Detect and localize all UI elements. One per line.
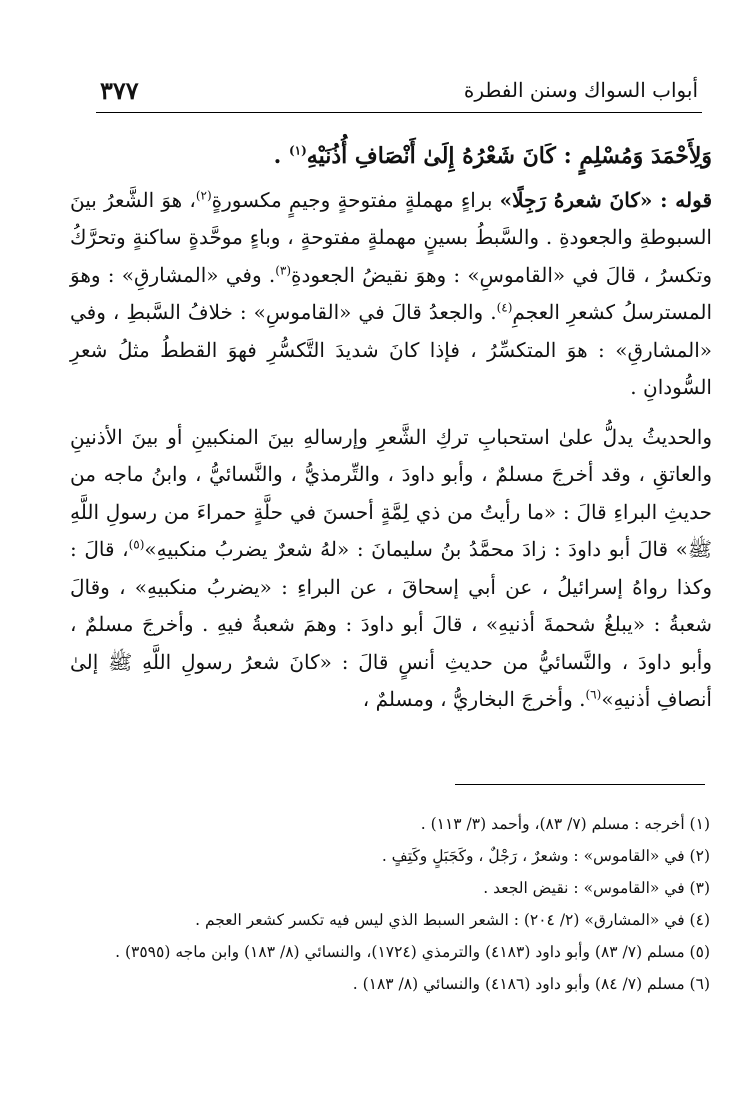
footnote-ref: (٦) xyxy=(585,687,602,702)
footnote-ref: (٣) xyxy=(275,262,292,277)
running-head: أبواب السواك وسنن الفطرة xyxy=(463,78,698,102)
footnote: (٢) في «القاموس» : وشعرٌ ، رَجْلٌ ، وكَجَبَلٍ وكَتِفٍ . xyxy=(381,847,710,865)
paragraph-text: ، قالَ : وكذا رواهُ إسرائيلُ ، عن أبي إسحاقَ ، عن البراءِ : «يضربُ منكبيهِ» ، وقالَ شعبةُ : «يبلغُ شحمةَ أذنيهِ» ، قالَ أبو داودَ : وهمَ شعبةُ فيهِ . وأخرجَ مسلمٌ ، وأبو داودَ ، والنَّسائيُّ من حديثِ أنسٍ قالَ : «كانَ شعرُ رسولِ اللَّهِ ﷺ إلىٰ أنصافِ أذنيهِ» xyxy=(70,537,712,711)
footnote-ref: (٤) xyxy=(496,300,513,315)
footnote-ref: (٢) xyxy=(195,187,212,202)
main-text xyxy=(70,138,712,731)
page-number: ٣٧٧ xyxy=(100,76,139,105)
footnote: (٦) مسلم (٧/ ٨٤) وأبو داود (٤١٨٦) والنسائي (٨/ ١٨٣) . xyxy=(352,975,710,993)
paragraph-text: والحديثُ يدلُّ علىٰ استحبابِ تركِ الشَّعرِ وإرسالهِ بينَ المنكبينِ أو بينَ الأذنينِ والعاتقِ ، وقد أخرجَ مسلمٌ ، وأبو داودَ ، والتِّرمذيُّ ، والنَّسائيُّ ، وابنُ ماجه من حديثِ البراءِ قالَ : «ما رأيتُ من ذي لِمَّةٍ أحسنَ في حلَّةٍ حمراءَ من رسولِ اللَّهِ ﷺ» قالَ أبو داودَ : زادَ محمَّدُ بنُ سليمانَ : «لهُ شعرٌ يضربُ منكبيهِ» xyxy=(70,424,713,561)
lemma: قوله : «كانَ شعرهُ رَجِلًا» xyxy=(499,187,713,212)
footnotes xyxy=(70,808,710,1000)
footnote-divider xyxy=(455,784,705,785)
footnote: (٣) في «القاموس» : نقيض الجعد . xyxy=(483,879,710,897)
hadith-end: . xyxy=(273,143,289,169)
hadith-text xyxy=(70,138,712,176)
paragraph-text: براءٍ مهملةٍ مفتوحةٍ وجيمٍ مكسورةٍ xyxy=(211,187,500,212)
paragraph-text: ، هوَ الشَّعرُ بينَ السبوطةِ والجعودةِ . والسَّبطُ بسينٍ مهملةٍ مفتوحةٍ ، وباءٍ موحَّدةٍ ساكنةٍ وتحرَّكُ وتكسرُ ، قالَ في «القاموسِ» : وهوَ نقيضُ الجعودةِ xyxy=(70,187,713,287)
commentary-paragraph xyxy=(70,182,712,407)
page-header xyxy=(96,76,702,113)
commentary-paragraph xyxy=(70,419,712,719)
footnote-ref: (٥) xyxy=(128,537,145,552)
footnote: (١) أخرجه : مسلم (٧/ ٨٣)، وأحمد (٣/ ١١٣) . xyxy=(420,815,710,833)
footnote: (٥) مسلم (٧/ ٨٣) وأبو داود (٤١٨٣) والترمذي (١٧٢٤)، والنسائي (٨/ ١٨٣) وابن ماجه (٣٥٩٥) . xyxy=(115,943,710,961)
paragraph-text: . وفي «المشارقِ» : وهوَ المسترسلُ كشعرِ العجمِ xyxy=(70,262,713,324)
footnote: (٤) في «المشارق» (٢/ ٢٠٤) : الشعر السبط الذي ليس فيه تكسر كشعر العجم . xyxy=(195,911,710,929)
hadith-body: وَلِأَحْمَدَ وَمُسْلِمٍ : كَانَ شَعْرُهُ إِلَىٰ أَنْصَافِ أُذُنَيْهِ xyxy=(306,143,712,169)
footnote-ref: (١) xyxy=(288,143,307,158)
paragraph-text: . والجعدُ قالَ في «القاموسِ» : خلافُ السَّبطِ ، وفي «المشارقِ» : هوَ المتكسِّرُ ، فإذا كانَ شديدَ التَّكسُّرِ فهوَ القططُ مثلُ شعرِ السُّودانِ . xyxy=(70,300,712,399)
paragraph-text: . وأخرجَ البخاريُّ ، ومسلمٌ ، xyxy=(362,687,586,711)
